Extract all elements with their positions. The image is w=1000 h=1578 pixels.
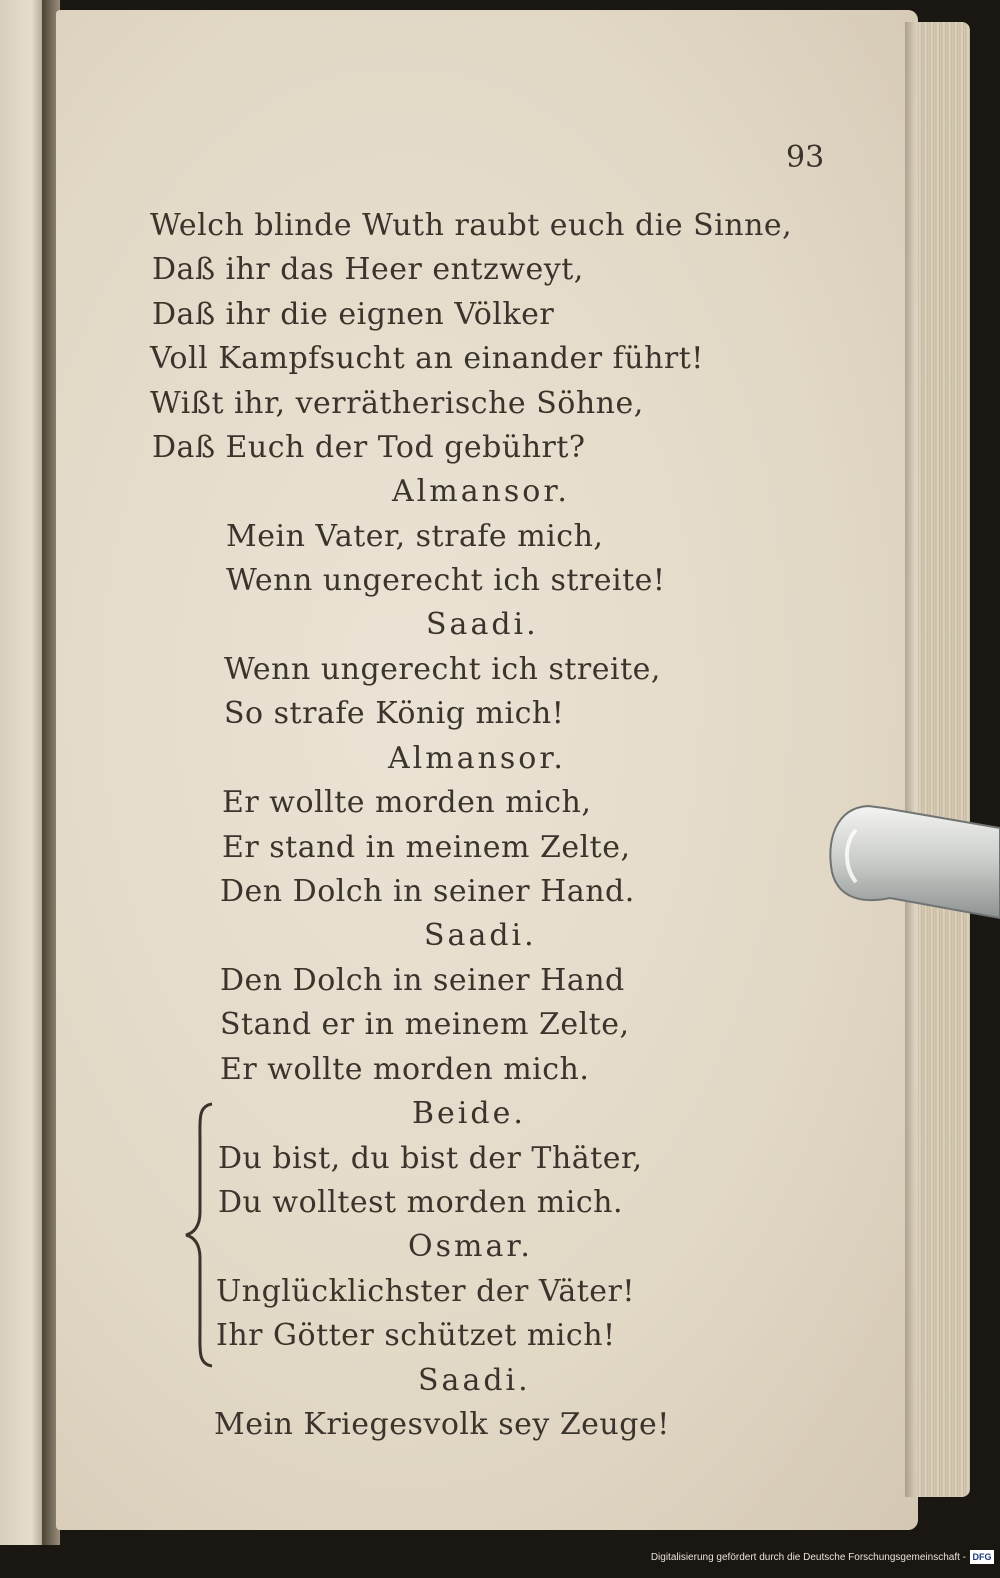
verse-line: Wenn ungerecht ich streite,: [224, 652, 661, 687]
verse-line: Wißt ihr, verrätherische Söhne,: [150, 386, 644, 421]
verse-line: Du wolltest morden mich.: [218, 1185, 624, 1220]
page-number: 93: [786, 140, 825, 175]
verse-line: Mein Kriegesvolk sey Zeuge!: [214, 1407, 670, 1442]
verse-line: Er wollte morden mich,: [222, 785, 592, 820]
verse-line: Daß ihr die eignen Völker: [152, 297, 555, 332]
speaker-name: Saadi.: [418, 1363, 531, 1398]
verse-line: Er stand in meinem Zelte,: [222, 830, 631, 865]
speaker-name: Almansor.: [392, 474, 570, 509]
verse-line: Daß ihr das Heer entzweyt,: [152, 252, 584, 287]
verse-line: Voll Kampfsucht an einander führt!: [150, 341, 704, 376]
dfg-logo: DFG: [970, 1550, 994, 1564]
speaker-name: Osmar.: [408, 1229, 533, 1264]
page-edge-shadow: [905, 22, 915, 1497]
verse-line: Den Dolch in seiner Hand: [220, 963, 625, 998]
page-clip-icon: [826, 800, 1000, 950]
verse-line: Den Dolch in seiner Hand.: [220, 874, 635, 909]
verse-line: Stand er in meinem Zelte,: [220, 1007, 630, 1042]
speaker-name: Saadi.: [424, 918, 537, 953]
curly-brace-icon: [182, 1100, 216, 1370]
page-edges: [910, 22, 970, 1497]
speaker-name: Beide.: [412, 1096, 526, 1131]
verse-line: Er wollte morden mich.: [220, 1052, 590, 1087]
verse-line: Ihr Götter schützet mich!: [216, 1318, 616, 1353]
speaker-name: Almansor.: [388, 741, 566, 776]
digitization-credit: Digitalisierung gefördert durch die Deutsche Forschungsgemeinschaft -: [650, 1552, 966, 1563]
verse-line: Du bist, du bist der Thäter,: [218, 1141, 643, 1176]
verse-line: Mein Vater, strafe mich,: [226, 519, 604, 554]
verse-line: So strafe König mich!: [224, 696, 565, 731]
verse-line: Wenn ungerecht ich streite!: [226, 563, 666, 598]
verse-line: Daß Euch der Tod gebührt?: [152, 430, 586, 465]
speaker-name: Saadi.: [426, 607, 539, 642]
verse-line: Unglücklichster der Väter!: [216, 1274, 635, 1309]
verse-line: Welch blinde Wuth raubt euch die Sinne,: [150, 208, 793, 243]
